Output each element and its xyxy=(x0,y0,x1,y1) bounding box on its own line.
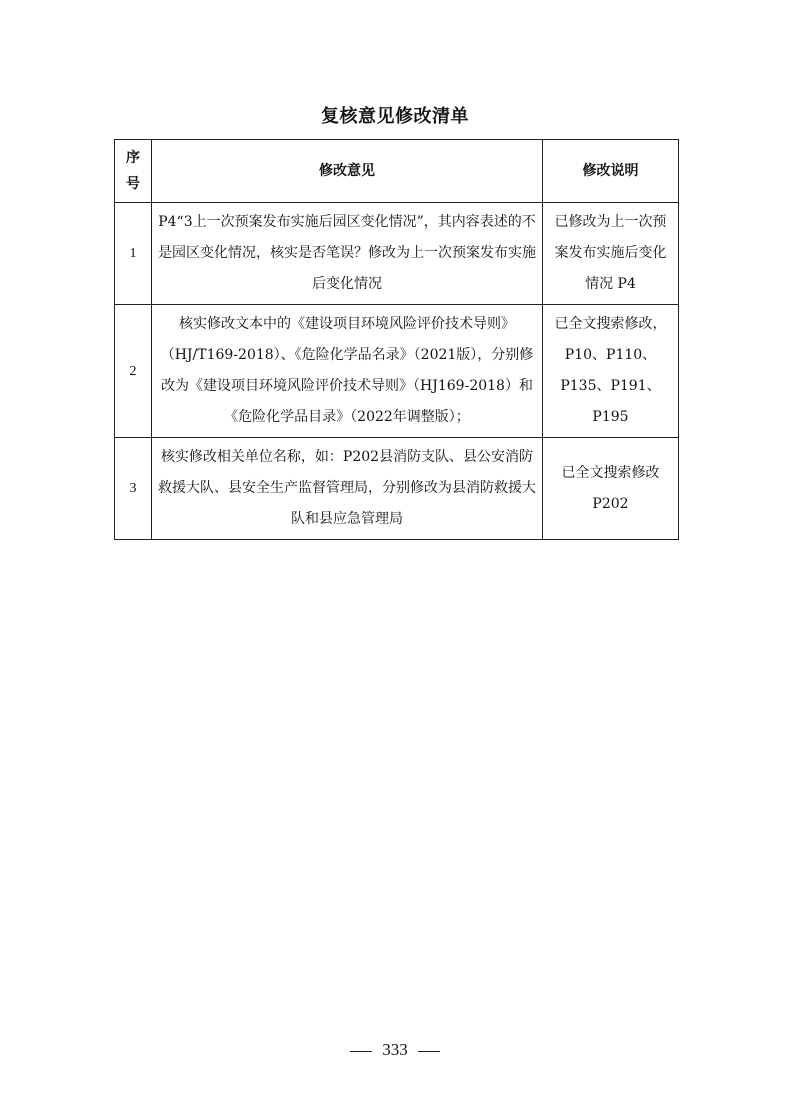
table-row xyxy=(115,438,679,540)
table-row xyxy=(115,305,679,438)
header-note: 修改说明 xyxy=(543,140,679,203)
row-number: 2 xyxy=(115,305,152,438)
row-number: 1 xyxy=(115,203,152,305)
header-comment: 修改意见 xyxy=(152,140,543,203)
row-note: 已修改为上一次预案发布实施后变化情况 P4 xyxy=(543,203,679,305)
row-note: 已全文搜索修改 P202 xyxy=(543,438,679,540)
footer-dash-left xyxy=(350,1051,372,1052)
table-header-row xyxy=(115,140,679,203)
row-number: 3 xyxy=(115,438,152,540)
row-comment: 核实修改文本中的《建设项目环境风险评价技术导则》（HJ/T169-2018）、《危险化学品名录》（2021版），分别修改为《建设项目环境风险评价技术导则》（HJ169-2018）和《危险化学品目录》（2022年调整版）； xyxy=(152,305,543,438)
page-number: 333 xyxy=(382,1040,408,1059)
revision-table xyxy=(114,139,679,540)
table-row xyxy=(115,203,679,305)
footer-dash-right xyxy=(418,1051,440,1052)
row-note: 已全文搜索修改，P10、P110、P135、P191、P195 xyxy=(543,305,679,438)
header-no: 序号 xyxy=(115,140,152,203)
page-footer xyxy=(0,1040,790,1060)
row-comment: 核实修改相关单位名称，如：P202县消防支队、县公安消防救援大队、县安全生产监督管理局，分别修改为县消防救援大队和县应急管理局 xyxy=(152,438,543,540)
document-title: 复核意见修改清单 xyxy=(321,106,469,127)
row-comment: P4“3上一次预案发布实施后园区变化情况”，其内容表述的不是园区变化情况，核实是否笔误？修改为上一次预案发布实施后变化情况 xyxy=(152,203,543,305)
